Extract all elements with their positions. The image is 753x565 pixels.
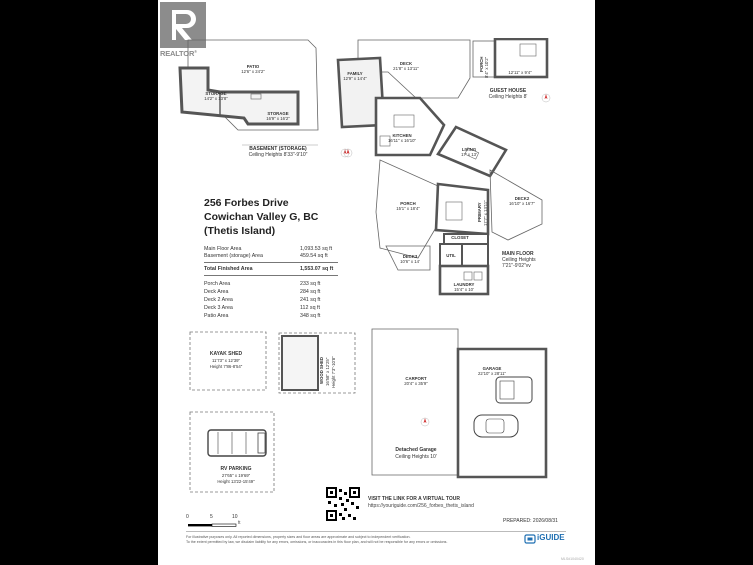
kitchen-dims: 16'11" x 16'10" bbox=[387, 138, 417, 143]
floor-plan-sheet bbox=[158, 0, 595, 565]
summary-extra: Deck 3 Area 112 sq ft bbox=[204, 305, 320, 311]
guest-house-heights: Ceiling Heights 8' bbox=[488, 94, 528, 100]
main-floor-caption: MAIN FLOOR bbox=[502, 251, 534, 257]
deck2-dims: 16'10" x 16'7" bbox=[509, 201, 535, 206]
kayak-shed-heights: Height 7'86-8'54" bbox=[209, 364, 243, 369]
scale-bar bbox=[184, 516, 264, 530]
summary-extra: Deck Area 284 sq ft bbox=[204, 289, 321, 295]
util-label: UTIL bbox=[446, 253, 456, 258]
realtor-wordmark: REALTOR® bbox=[160, 49, 197, 58]
footer-divider bbox=[186, 531, 566, 532]
wood-shed-heights: Height 7'3"-10'8" bbox=[331, 356, 336, 388]
basement-storage2-label: STORAGE bbox=[267, 111, 289, 116]
basement-ceiling-heights: Ceiling Heights 8'33"-9'10" bbox=[248, 152, 308, 158]
summary-extra: Deck 2 Area 241 sq ft bbox=[204, 297, 321, 303]
primary-dims: 17'7" x 13'11" bbox=[483, 200, 488, 226]
living-dims: 17' x 13' bbox=[461, 152, 477, 157]
basement-patio-dims: 12'6" x 24'2" bbox=[241, 69, 265, 74]
closet-label: CLOSET bbox=[451, 235, 469, 240]
deck3-dims: 10'6" x 14' bbox=[400, 259, 420, 264]
garage-label: GARAGE bbox=[482, 366, 502, 371]
virtual-tour-qr-code[interactable] bbox=[326, 487, 360, 521]
porch-dims: 15'1" x 18'4" bbox=[396, 206, 420, 211]
detached-garage-heights: Ceiling Heights 10' bbox=[395, 454, 437, 460]
guest-house-caption: GUEST HOUSE bbox=[489, 88, 527, 94]
guest-porch-label: PORCH bbox=[479, 56, 484, 72]
main-floor-heights-2: 7'21"-9'02"vv bbox=[502, 263, 531, 269]
guest-compass-icon bbox=[541, 90, 551, 100]
carport-label: CARPORT bbox=[405, 376, 427, 381]
scale-tick-0: 0 bbox=[186, 514, 189, 520]
address-line-3: (Thetis Island) bbox=[204, 225, 276, 237]
wood-shed-plan bbox=[276, 326, 356, 396]
wood-shed-dims: 16'58" x 12'25" bbox=[325, 357, 330, 386]
basement-storage1-label: STORAGE bbox=[205, 91, 227, 96]
iguide-logo bbox=[524, 533, 574, 545]
laundry-label: LAUNDRY bbox=[453, 282, 475, 287]
carport-dims: 20'4" x 35'9" bbox=[404, 381, 428, 386]
rv-vehicle-icon bbox=[208, 430, 266, 456]
deck3-label: DECK3 bbox=[402, 254, 418, 259]
summary-extra: Porch Area 233 sq ft bbox=[204, 281, 321, 287]
detached-garage-caption: Detached Garage bbox=[395, 447, 437, 453]
kayak-shed-label: KAYAK SHED bbox=[209, 351, 243, 357]
car-icon bbox=[474, 415, 518, 437]
family-dims: 12'9" x 14'4" bbox=[343, 76, 367, 81]
guest-porch-dims: 8'4" x 10'2" bbox=[484, 56, 489, 78]
iguide-wordmark: iGUIDE bbox=[537, 533, 565, 542]
rv-parking-heights: Height 13'22-15'49" bbox=[217, 479, 255, 484]
deck2-label: DECK2 bbox=[514, 196, 530, 201]
kayak-shed-dims: 11'73" x 12'39" bbox=[211, 358, 241, 363]
laundry-dims: 15'4" x 10' bbox=[454, 287, 474, 292]
guest-room-dims: 12'11" x 9'4" bbox=[508, 70, 532, 75]
truck-icon bbox=[496, 377, 532, 403]
disclaimer-line-1: For illustrative purposes only. All reported dimensions, property sizes and floor areas are approximate and subject to independent verification. bbox=[186, 535, 411, 539]
summary-divider bbox=[204, 275, 338, 276]
living-label: LIVING bbox=[461, 147, 477, 152]
main-compass-icon bbox=[343, 145, 353, 155]
rv-parking-dims: 27'65" x 19'69" bbox=[221, 473, 251, 478]
summary-divider bbox=[204, 262, 338, 263]
address-line-2: Cowichan Valley G, BC bbox=[204, 211, 319, 223]
iguide-mark-icon bbox=[524, 534, 536, 544]
address-line-1: 256 Forbes Drive bbox=[204, 197, 289, 209]
basement-patio-label: PATIO bbox=[246, 64, 260, 69]
disclaimer-line-2: To the extent permitted by law, we disclaim liability for any errors, omissions, or inaccuracies in this floor plan, and will not be responsible for any errors or omissions. bbox=[186, 540, 448, 544]
rv-parking-label: RV PARKING bbox=[220, 466, 252, 472]
scale-tick-5: 5 bbox=[210, 514, 213, 520]
summary-row: Basement (storage) Area 459.54 sq ft bbox=[204, 253, 328, 259]
porch-label: PORCH bbox=[400, 201, 416, 206]
kitchen-label: KITCHEN bbox=[392, 133, 412, 138]
deck-dims: 21'8" x 13'11" bbox=[393, 66, 419, 71]
wood-shed-label: WOOD SHED bbox=[319, 357, 324, 384]
scale-tick-10: 10 bbox=[232, 514, 238, 520]
basement-storage2-dims: 16'9" x 16'2" bbox=[266, 116, 290, 121]
summary-extra: Patio Area 348 sq ft bbox=[204, 313, 321, 319]
primary-label: PRIMARY bbox=[477, 202, 482, 222]
main-floor-heights-1: Ceiling Heights bbox=[502, 257, 536, 263]
summary-row: Main Floor Area 1,093.53 sq ft bbox=[204, 246, 333, 252]
virtual-tour-heading: VISIT THE LINK FOR A VIRTUAL TOUR bbox=[368, 496, 460, 502]
deck-label: DECK bbox=[399, 61, 413, 66]
garage-dims: 22'10" x 28'11" bbox=[477, 371, 507, 376]
basement-storage1-dims: 14'2" x 13'8" bbox=[204, 96, 228, 101]
prepared-date: PREPARED: 2026/08/31 bbox=[503, 518, 558, 524]
virtual-tour-link[interactable]: https://youriguide.com/256_forbes_thetis_island bbox=[368, 503, 474, 509]
family-label: FAMILY bbox=[347, 71, 363, 76]
basement-caption: BASEMENT (STORAGE) bbox=[249, 146, 307, 152]
listing-id: MLS#1040420 bbox=[561, 557, 584, 561]
summary-total: Total Finished Area 1,553.07 sq ft bbox=[204, 266, 334, 272]
scale-unit: ft bbox=[238, 520, 241, 525]
garage-compass-icon bbox=[420, 414, 430, 424]
